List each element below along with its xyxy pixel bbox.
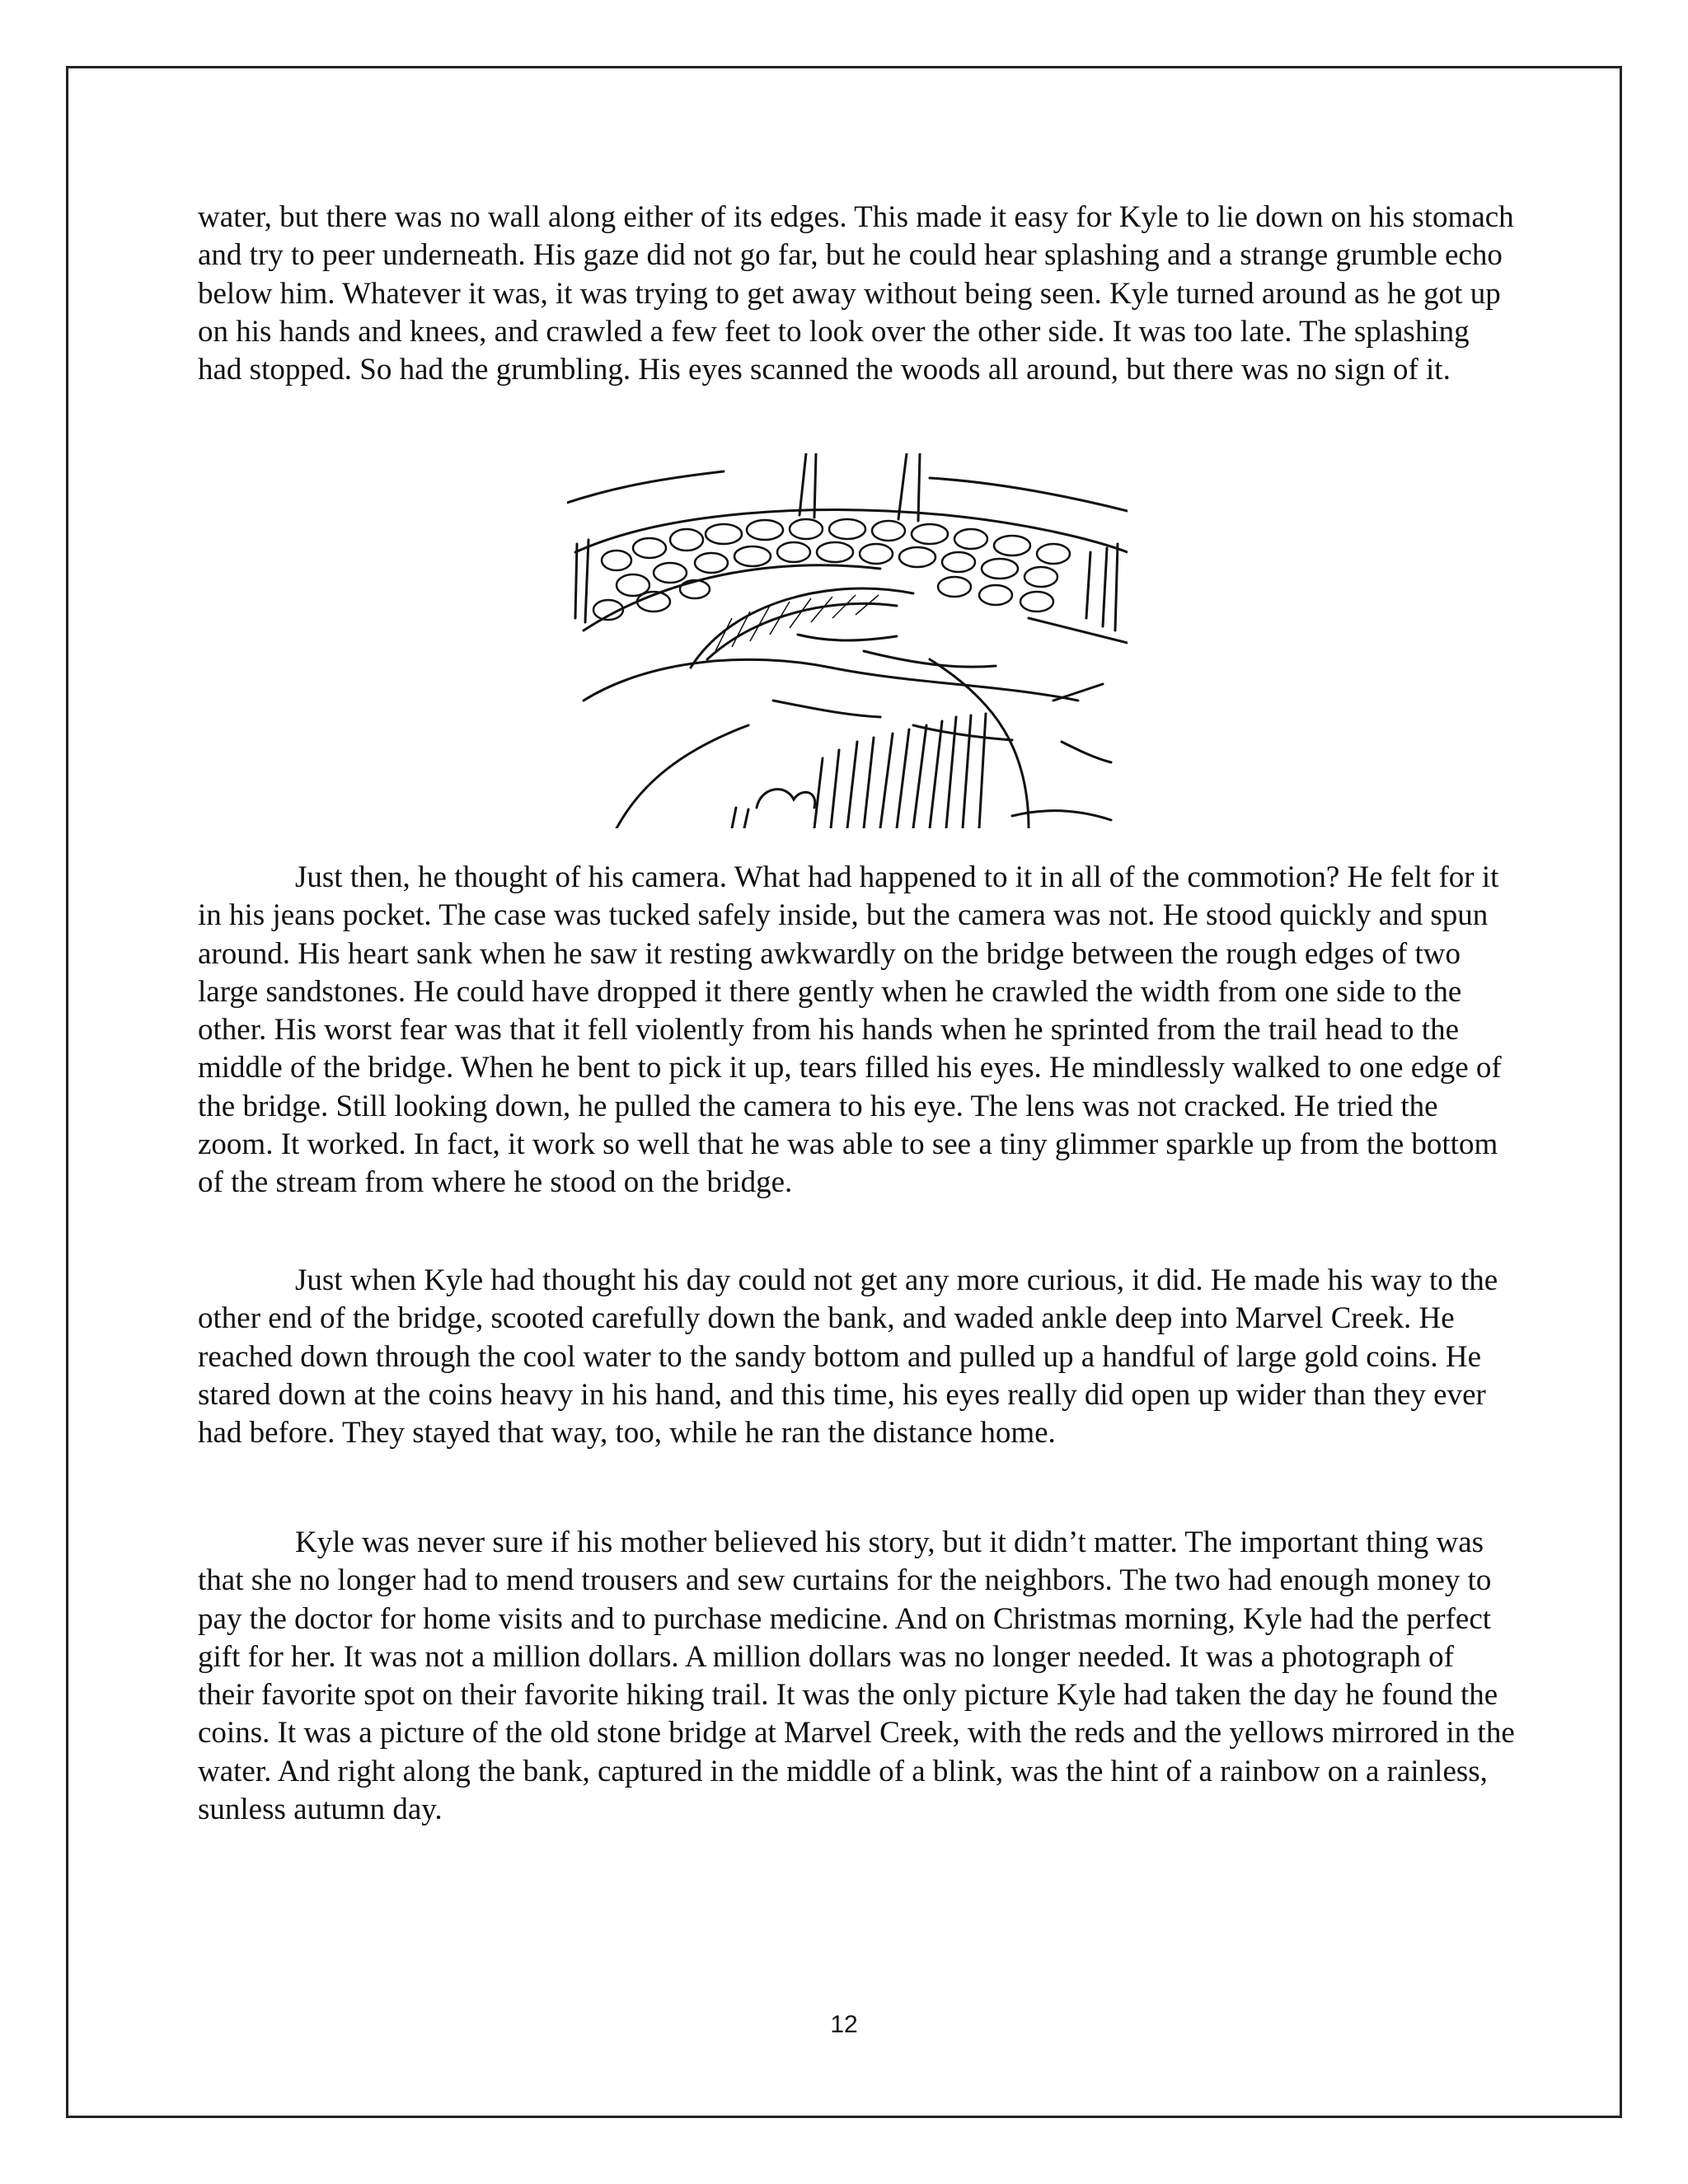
stone-bridge-illustration — [567, 453, 1128, 828]
page-number: 12 — [830, 2011, 858, 2038]
paragraph-3: Just when Kyle had thought his day could not get any more curious, it did. He made his way to the other end of the bridge, scooted carefully down the bank, and waded ankle deep into Marvel Creek. He reached down through the cool water to the sandy bottom and pulled up a handful of large gold coins. He stared down at the coins heavy in his hand, and this time, his eyes really did open up wider than they ever had before. They stayed that way, too, while he ran the distance home. — [198, 1263, 1498, 1451]
paragraph-4: Kyle was never sure if his mother believed his story, but it didn’t matter. The important thing was that she no longer had to mend trousers and sew curtains for the neighbors. The two had enough money to pay the doctor for home visits and to purchase medicine. And on Christmas morning, Kyle had the perfect gift for her. It was not a million dollars. A million dollars was no longer needed. It was a photograph of their favorite spot on their favorite hiking trail. It was the only picture Kyle had taken the day he found the coins. It was a picture of the old stone bridge at Marvel Creek, with the reds and the yellows mirrored in the water. And right along the bank, captured in the middle of a blink, was the hint of a rainbow on a rainless, sunless autumn day. — [198, 1526, 1515, 1827]
paragraph-2: Just then, he thought of his camera. What had happened to it in all of the commotion? He felt for it in his jeans pocket. The case was tucked safely inside, but the camera was not. He stood quickly and spun around. His heart sank when he saw it resting awkwardly on the bridge between the rough edges of two large sandstones. He could have dropped it there gently when he crawled the width from one side to the other. His worst fear was that it fell violently from his hands when he sprinted from the trail head to the middle of the bridge. When he bent to pick it up, tears filled his eyes. He mindlessly walked to one edge of the bridge. Still looking down, he pulled the camera to his eye. The lens was not cracked. He tried the zoom. It worked. In fact, it work so well that he was able to see a tiny glimmer sparkle up from the bottom of the stream from where he stood on the bridge. — [198, 860, 1502, 1200]
paragraph-1: water, but there was no wall along either of its edges. This made it easy for Kyle to lie down on his stomach and try to peer underneath. His gaze did not go far, but he could hear splashing and a strange grumble echo below him. Whatever it was, it was trying to get away without being seen. Kyle turned around as he got up on his hands and knees, and crawled a few feet to look over the other side. It was too late. The splashing had stopped. So had the grumbling. His eyes scanned the woods all around, but there was no sign of it. — [198, 200, 1514, 387]
